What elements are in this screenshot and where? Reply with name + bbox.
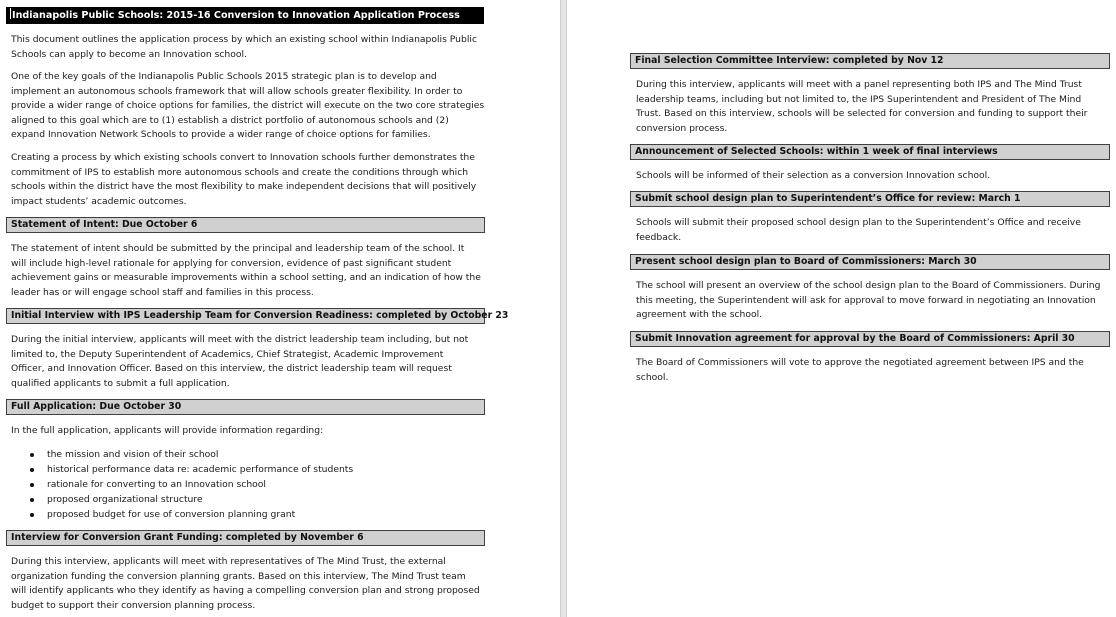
- intro-paragraph[interactable]: This document outlines the application process by which an existing school within Indianapolis Public Schools can apply to become an Innovation school.: [11, 34, 477, 60]
- section-body-final-selection[interactable]: During this interview, applicants will meet with a panel representing both IPS and The Mind Trust leadership teams, including but not limited to, the IPS Superintendent and President of The Mind Trust. Based on this interview, schools will be selected for conversion and funding to support their conversion process.: [636, 79, 1088, 134]
- section-body-statement-of-intent[interactable]: The statement of intent should be submitted by the principal and leadership team of the school. It will include high-level rationale for applying for conversion, evidence of past significant student achievement gains or measurable improvements within a school setting, and an indication of how the leader has or will engage school staff and families in this process.: [11, 243, 481, 298]
- document-page-right: [567, 0, 1116, 617]
- document-title-bar: [6, 7, 484, 24]
- bullet-icon: [30, 498, 34, 502]
- list-item-text: historical performance data re: academic performance of students: [47, 464, 354, 475]
- section-body-initial-interview[interactable]: During the initial interview, applicants will meet with the district leadership team including, but not limited to, the Deputy Superintendent of Academics, Chief Strategist, Academic Improvement Officer, and Innovation Officer. Based on this interview, the district leadership team will request qualified applicants to submit a full application.: [11, 334, 469, 389]
- section-heading-announcement[interactable]: Announcement of Selected Schools: within 1 week of final interviews: [630, 144, 1110, 160]
- page-gutter: [560, 0, 567, 617]
- list-item[interactable]: [30, 492, 353, 507]
- section-body-grant-funding-interview[interactable]: During this interview, applicants will meet with representatives of The Mind Trust, the external organization funding the conversion planning grants. Based on this interview, The Mind Trust team will identify applicants who they identify as having a compelling conversion plan and strong proposed budget to support their conversion planning process.: [11, 556, 480, 611]
- bullet-icon: [30, 483, 34, 487]
- section-body-submit-agreement[interactable]: The Board of Commissioners will vote to approve the negotiated agreement between IPS and the school.: [636, 357, 1084, 383]
- section-body-submit-design-plan[interactable]: Schools will submit their proposed school design plan to the Superintendent’s Office and receive feedback.: [636, 217, 1081, 243]
- list-item[interactable]: [30, 462, 353, 477]
- bullet-icon: [30, 453, 34, 457]
- list-item-text: proposed budget for use of conversion planning grant: [47, 509, 296, 520]
- section-heading-full-application[interactable]: Full Application: Due October 30: [6, 399, 485, 415]
- section-body-full-application[interactable]: In the full application, applicants will provide information regarding:: [11, 425, 324, 436]
- bullet-icon: [30, 513, 34, 517]
- section-heading-grant-funding-interview[interactable]: Interview for Conversion Grant Funding: completed by November 6: [6, 530, 485, 546]
- bullet-icon: [30, 468, 34, 472]
- list-item-text: rationale for converting to an Innovation school: [47, 479, 266, 490]
- section-body-announcement[interactable]: Schools will be informed of their selection as a conversion Innovation school.: [636, 170, 991, 181]
- section-heading-submit-design-plan[interactable]: Submit school design plan to Superintendent’s Office for review: March 1: [630, 191, 1110, 207]
- intro-paragraph[interactable]: One of the key goals of the Indianapolis Public Schools 2015 strategic plan is to develop and implement an autonomous schools framework that will allow schools greater flexibility. In order to provide a wider range of choice options for families, the district will execute on the two core strategies aligned to this goal which are to (1) establish a district portfolio of autonomous schools and (2) expand Innovation Network Schools to provide a wider range of choice options for families.: [11, 71, 485, 141]
- document-title[interactable]: Indianapolis Public Schools: 2015-16 Conversion to Innovation Application Process: [12, 10, 460, 21]
- full-application-bullet-list: [30, 447, 353, 522]
- list-item[interactable]: [30, 507, 353, 522]
- section-heading-submit-agreement[interactable]: Submit Innovation agreement for approval by the Board of Commissioners: April 30: [630, 331, 1110, 347]
- list-item[interactable]: [30, 477, 353, 492]
- section-heading-final-selection[interactable]: Final Selection Committee Interview: completed by Nov 12: [630, 53, 1110, 69]
- section-heading-statement-of-intent[interactable]: Statement of Intent: Due October 6: [6, 217, 485, 233]
- list-item-text: the mission and vision of their school: [47, 449, 219, 460]
- list-item-text: proposed organizational structure: [47, 494, 203, 505]
- section-heading-present-design-plan[interactable]: Present school design plan to Board of Commissioners: March 30: [630, 254, 1110, 270]
- section-heading-initial-interview[interactable]: Initial Interview with IPS Leadership Team for Conversion Readiness: completed by October 23: [6, 308, 485, 324]
- intro-paragraph[interactable]: Creating a process by which existing schools convert to Innovation schools further demonstrates the commitment of IPS to establish more autonomous schools and create the conditions through which schools within the district have the most flexibility to make independent decisions that will positively impact students’ academic outcomes.: [11, 152, 477, 207]
- text-cursor: [10, 8, 11, 19]
- section-body-present-design-plan[interactable]: The school will present an overview of the school design plan to the Board of Commissioners. During this meeting, the Superintendent will ask for approval to move forward in negotiating an Innovation agreement with the school.: [636, 280, 1101, 321]
- list-item[interactable]: [30, 447, 353, 462]
